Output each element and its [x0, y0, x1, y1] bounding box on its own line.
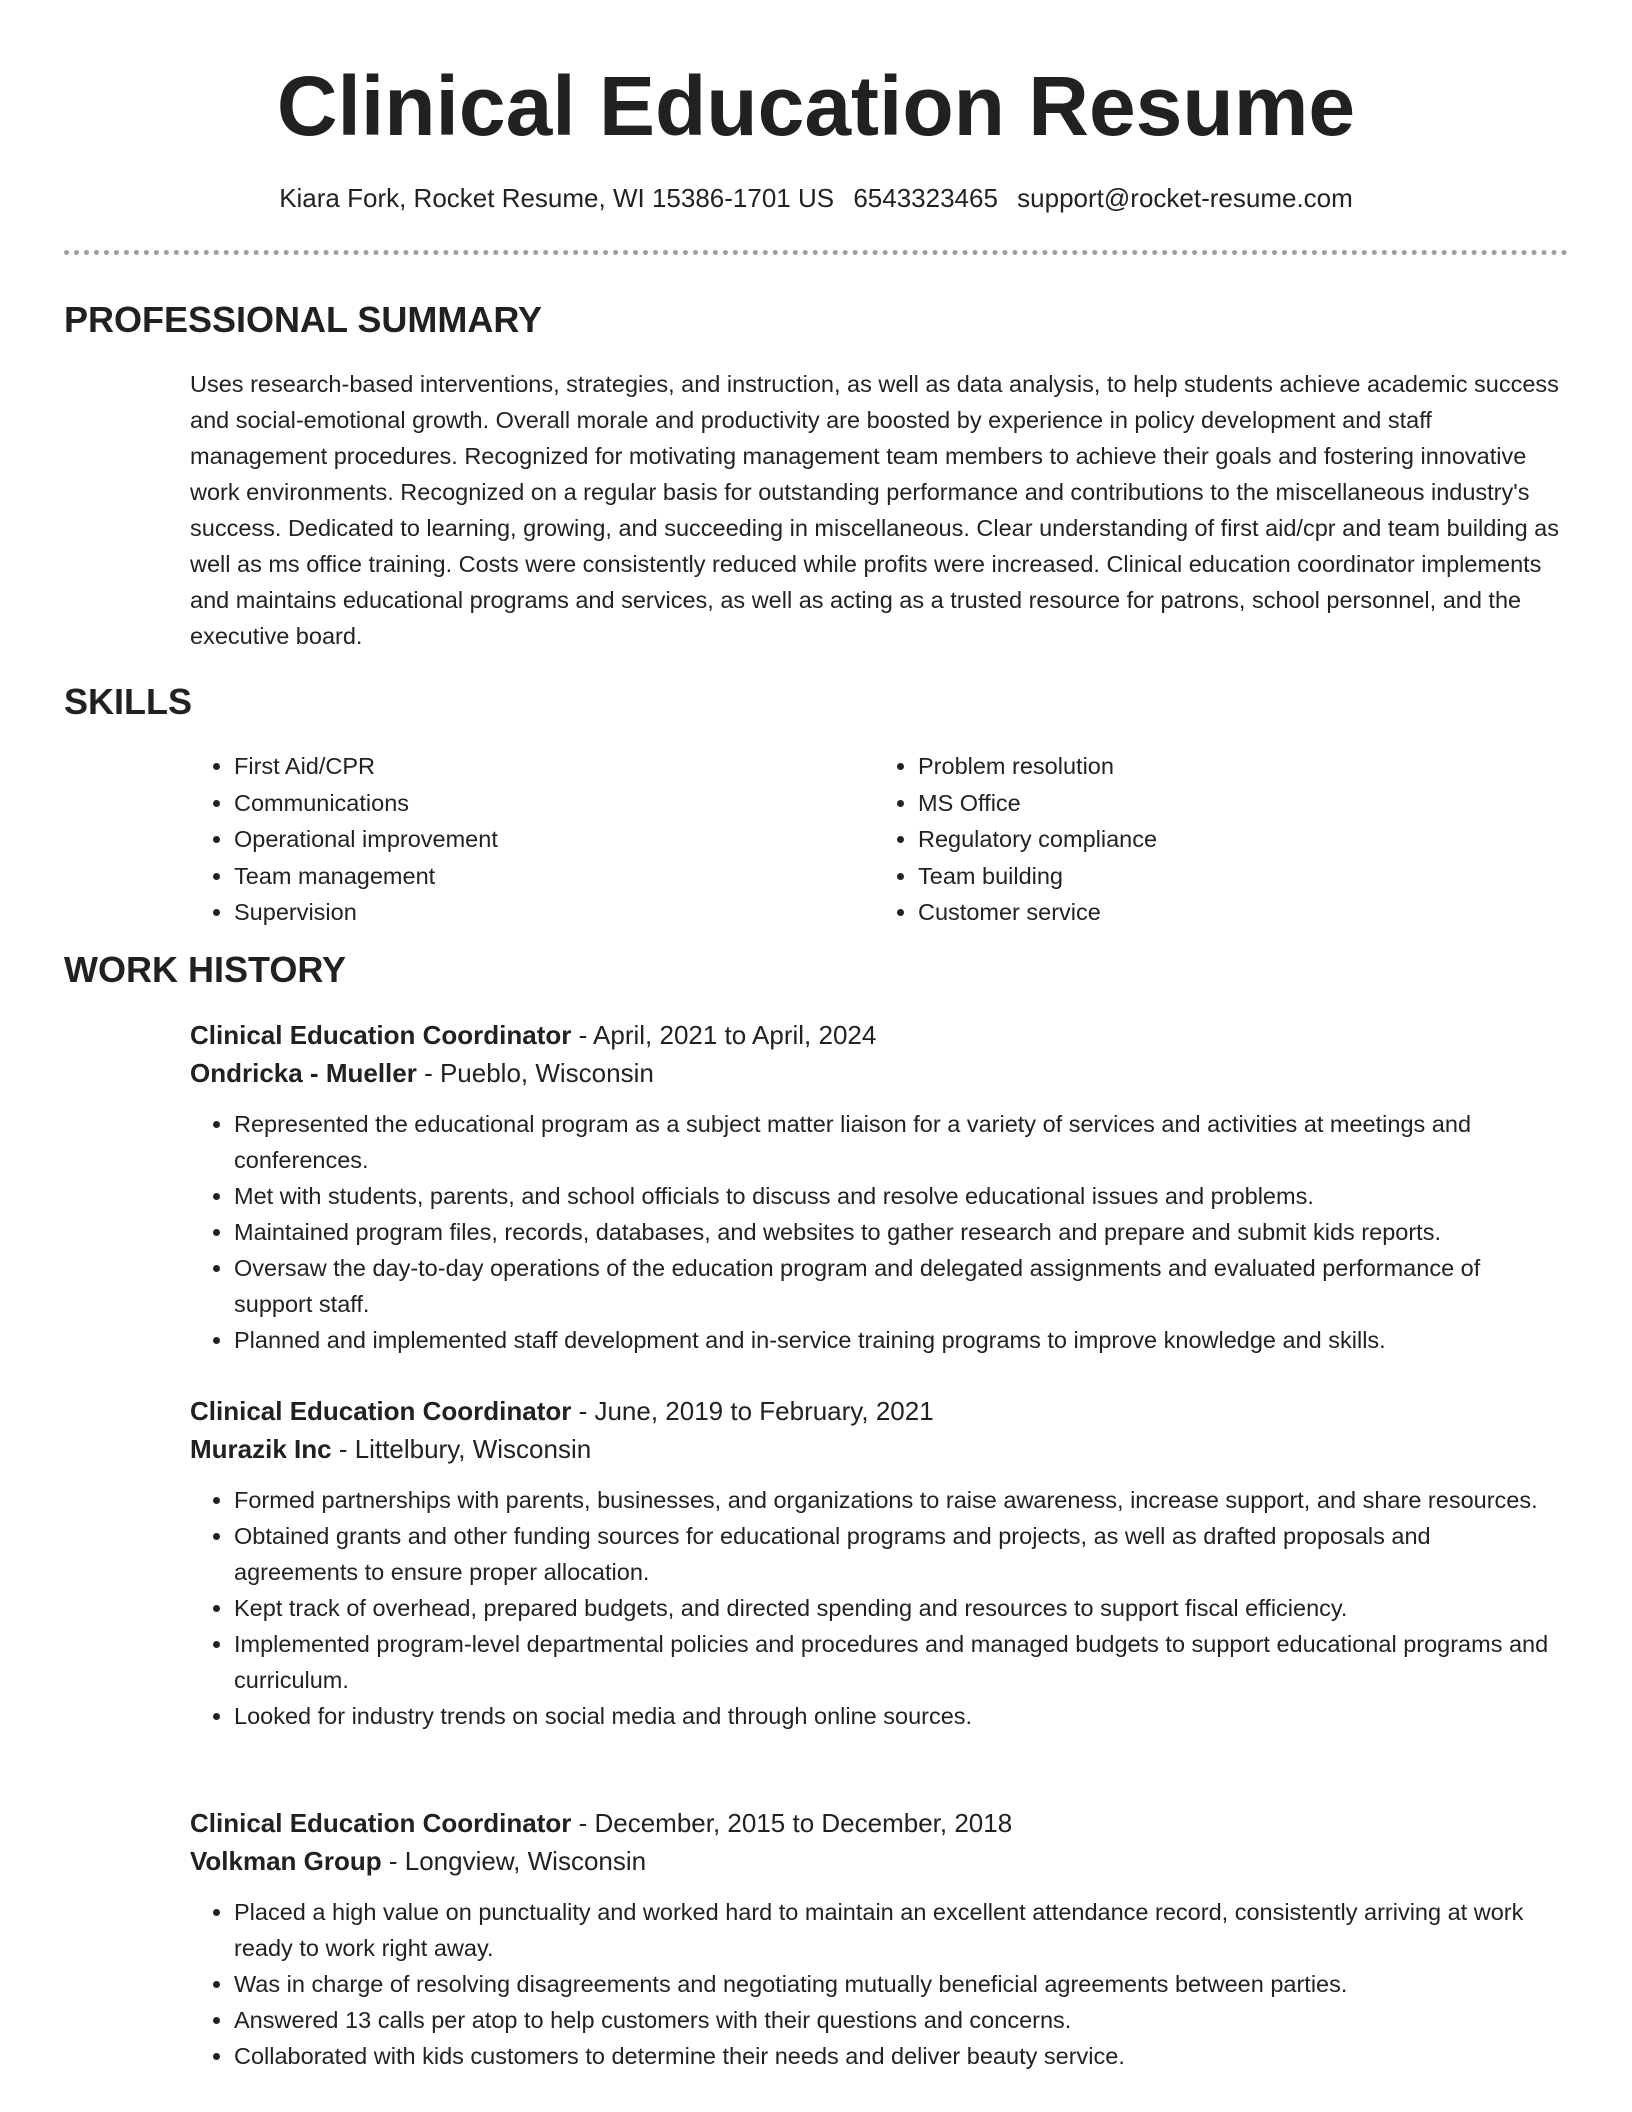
skills-column-right: [874, 748, 1558, 931]
job-company-line: [190, 1054, 1560, 1092]
resume-title: Clinical Education Resume: [276, 59, 1356, 153]
job-dates: - April, 2021 to April, 2024: [571, 1020, 877, 1050]
job-company: Volkman Group: [190, 1846, 382, 1876]
job-title: Clinical Education Coordinator: [190, 1020, 572, 1050]
job-bullet: • Maintained program files, records, databases, and websites to gather research and prepare and submit kids reports.: [234, 1214, 1560, 1250]
job-bullet: • Placed a high value on punctuality and worked hard to maintain an excellent attendance record, consistently arriving at work ready to work right away.: [234, 1894, 1560, 1966]
job-bullet: • Looked for industry trends on social media and through online sources.: [234, 1698, 1560, 1734]
skill-item: • Problem resolution: [918, 748, 1558, 785]
skills-heading: SKILLS: [64, 681, 193, 722]
job-title-line: [190, 1016, 1560, 1054]
job-bullet: • Answered 13 calls per atop to help customers with their questions and concerns.: [234, 2002, 1560, 2038]
job-company-line: [190, 1842, 1560, 1880]
job-company: Murazik Inc: [190, 1434, 332, 1464]
contact-address: Kiara Fork, Rocket Resume, WI 15386-1701 US: [279, 183, 835, 213]
job-bullet: • Met with students, parents, and school officials to discuss and resolve educational issues and problems.: [234, 1178, 1560, 1214]
job-bullets: [190, 1894, 1560, 2074]
job-title-line: [190, 1392, 1560, 1430]
skill-item: • Regulatory compliance: [918, 821, 1558, 858]
skill-item: • Team building: [918, 858, 1558, 895]
job-dates: - June, 2019 to February, 2021: [571, 1396, 934, 1426]
job-entry: [190, 1016, 1560, 1358]
skills-column-left: [190, 748, 874, 931]
skill-item: • Operational improvement: [234, 821, 874, 858]
job-title-line: [190, 1804, 1560, 1842]
job-location: - Longview, Wisconsin: [381, 1846, 647, 1876]
header-divider: [64, 250, 1568, 255]
skill-item: • First Aid/CPR: [234, 748, 874, 785]
job-bullet: • Obtained grants and other funding sources for educational programs and projects, as well as drafted proposals and agreements to ensure proper allocation.: [234, 1518, 1560, 1590]
job-bullet: • Represented the educational program as a subject matter liaison for a variety of services and activities at meetings and conferences.: [234, 1106, 1560, 1178]
skill-item: • Customer service: [918, 894, 1558, 931]
job-dates: - December, 2015 to December, 2018: [571, 1808, 1013, 1838]
job-location: - Pueblo, Wisconsin: [416, 1058, 654, 1088]
skill-item: • Team management: [234, 858, 874, 895]
contact-phone: 6543323465: [853, 183, 998, 213]
job-bullet: • Planned and implemented staff development and in-service training programs to improve knowledge and skills.: [234, 1322, 1560, 1358]
job-company-line: [190, 1430, 1560, 1468]
skill-item: • Supervision: [234, 894, 874, 931]
job-bullet: • Oversaw the day-to-day operations of the education program and delegated assignments and evaluated performance of support staff.: [234, 1250, 1560, 1322]
skill-item: • Communications: [234, 785, 874, 822]
skill-item: • MS Office: [918, 785, 1558, 822]
job-bullet: • Kept track of overhead, prepared budgets, and directed spending and resources to support fiscal efficiency.: [234, 1590, 1560, 1626]
job-bullet: • Formed partnerships with parents, businesses, and organizations to raise awareness, increase support, and share resources.: [234, 1482, 1560, 1518]
summary-heading: PROFESSIONAL SUMMARY: [64, 299, 543, 340]
job-entry: [190, 1392, 1560, 1734]
job-location: - Littelbury, Wisconsin: [331, 1434, 592, 1464]
contact-line: [0, 180, 1632, 216]
job-bullets: [190, 1106, 1560, 1358]
job-entry: [190, 1804, 1560, 2074]
contact-email: support@rocket-resume.com: [1017, 183, 1353, 213]
job-bullet: • Implemented program-level departmental policies and procedures and managed budgets to support educational programs and curriculum.: [234, 1626, 1560, 1698]
job-bullet: • Collaborated with kids customers to determine their needs and deliver beauty service.: [234, 2038, 1560, 2074]
job-bullets: [190, 1482, 1560, 1734]
job-company: Ondricka - Mueller: [190, 1058, 417, 1088]
summary-text: Uses research-based interventions, strategies, and instruction, as well as data analysis, to help students achieve academic success and social-emotional growth. Overall morale and productivity are boosted by experience in policy development and staff management procedures. Recognized for motivating management team members to achieve their goals and fostering innovative work environments. Recognized on a regular basis for outstanding performance and contributions to the miscellaneous industry's success. Dedicated to learning, growing, and succeeding in miscellaneous. Clear understanding of first aid/cpr and team building as well as ms office training. Costs were consistently reduced while profits were increased. Clinical education coordinator implements and maintains educational programs and services, as well as acting as a trusted resource for patrons, school personnel, and the executive board.: [190, 371, 1560, 649]
job-title: Clinical Education Coordinator: [190, 1396, 572, 1426]
work-history-heading: WORK HISTORY: [64, 949, 347, 990]
job-bullet: • Was in charge of resolving disagreements and negotiating mutually beneficial agreements between parties.: [234, 1966, 1560, 2002]
job-title: Clinical Education Coordinator: [190, 1808, 572, 1838]
skills-list: [190, 748, 1560, 931]
